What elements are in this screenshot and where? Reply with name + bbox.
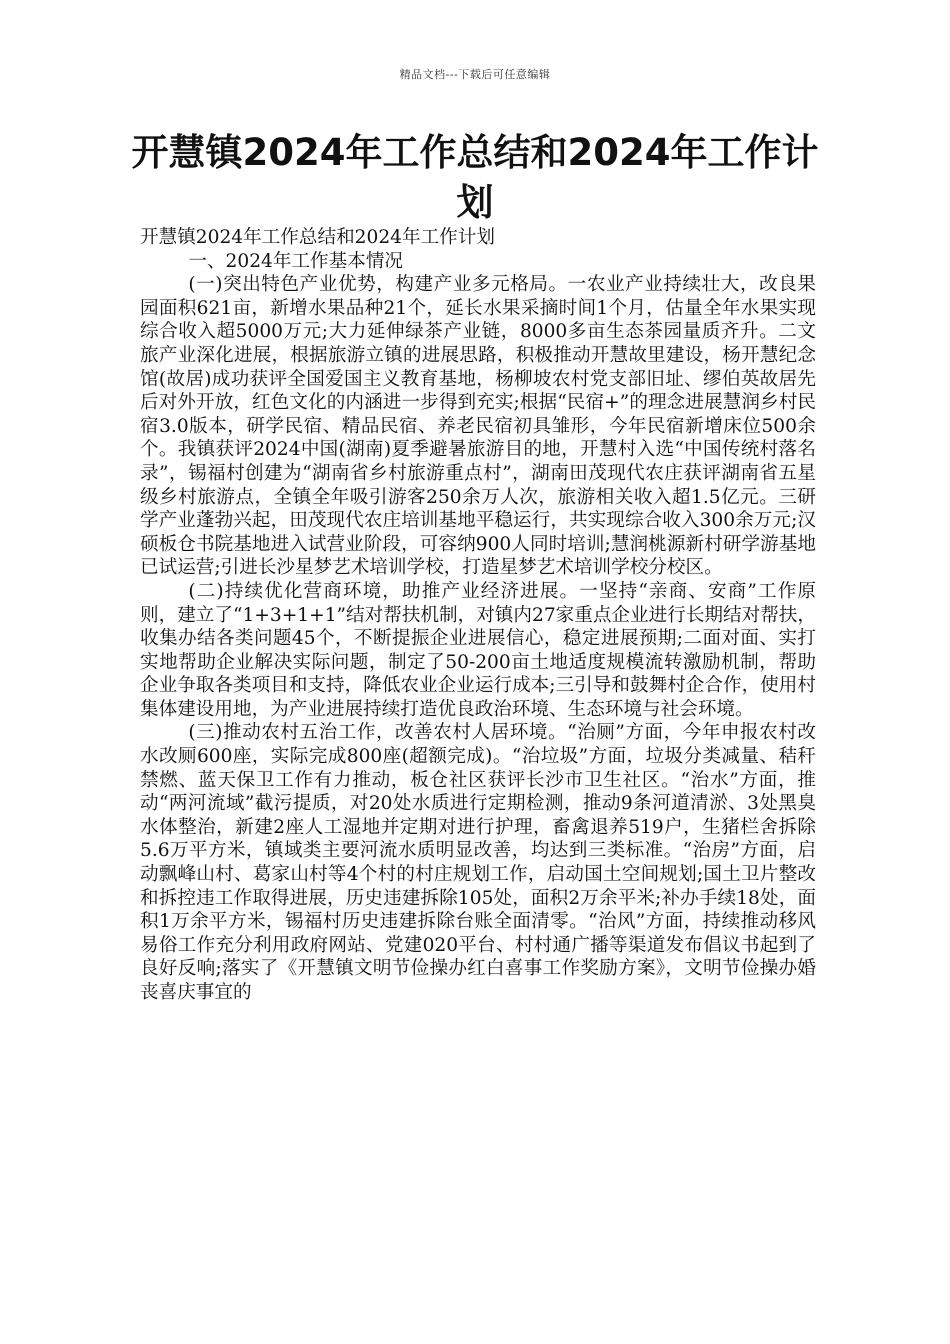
document-subtitle: 开慧镇2024年工作总结和2024年工作计划 <box>140 227 495 248</box>
document-body <box>140 226 816 1005</box>
body-paragraph: (一)突出特色产业优势，构建产业多元格局。一农业产业持续壮大，改良果园面积621亩，新增水果品种21个，延长水果采摘时间1个月，估量全年水果实现综合收入超5000万元;大力延伸绿茶产业链，8000多亩生态茶园量质齐升。二文旅产业深化进展，根据旅游立镇的进展思路，积极推动开慧故里建设，杨开慧纪念馆(故居)成功获评全国爱国主义教育基地，杨柳坡农村党支部旧址、缪伯英故居先后对外开放，红色文化的内涵进一步得到充实;根据“民宿+”的理念进展慧润乡村民宿3.0版本，研学民宿、精品民宿、养老民宿初具雏形，今年民宿新增床位500余个。我镇获评2024中国(湖南)夏季避暑旅游目的地，开慧村入选“中国传统村落名录”，锡福村创建为“湖南省乡村旅游重点村”，湖南田茂现代农庄获评湖南省五星级乡村旅游点，全镇全年吸引游客250余万人次，旅游相关收入超1.5亿元。三研学产业蓬勃兴起，田茂现代农庄培训基地平稳运行，共实现综合收入300余万元;汉硕板仓书院基地进入试营业阶段，可容纳900人同时培训;慧润桃源新村研学游基地已试运营;引进长沙星梦艺术培训学校，打造星梦艺术培训学校分校区。 <box>140 274 816 579</box>
section-heading: 一、2024年工作基本情况 <box>188 250 404 272</box>
document-title: 开慧镇2024年工作总结和2024年工作计划 <box>131 131 819 224</box>
body-paragraph: (二)持续优化营商环境，助推产业经济进展。一坚持“亲商、安商”工作原则，建立了“1+3+1+1”结对帮扶机制，对镇内27家重点企业进行长期结对帮扶，收集办结各类问题45个，不断提振企业进展信心，稳定进展预期;二面对面、实打实地帮助企业解决实际问题，制定了50-200亩土地适度规模流转激励机制，帮助企业争取各类项目和支持，降低农业企业运行成本;三引导和鼓舞村企合作，使用村集体建设用地，为产业进展持续打造优良政治环境、生态环境与社会环境。 <box>140 580 816 720</box>
page-header-note: 精品文档---下载后可任意编辑 <box>399 68 551 81</box>
body-paragraph: (三)推动农村五治工作，改善农村人居环境。“治厕”方面，今年申报农村改水改厕600座，实际完成800座(超额完成)。“治垃圾”方面，垃圾分类减量、秸秆禁燃、蓝天保卫工作有力推动，板仓社区获评长沙市卫生社区。“治水”方面，推动“两河流域”截污提质，对20处水质进行定期检测，推动9条河道清淤、3处黑臭水体整治，新建2座人工湿地并定期对进行护理，畜禽退养519户，生猪栏舍拆除5.6万平方米，镇域类主要河流水质明显改善，均达到三类标准。“治房”方面，启动飘峰山村、葛家山村等4个村的村庄规划工作，启动国土空间规划;国土卫片整改和拆控违工作取得进展，历史违建拆除105处，面积2万余平米;补办手续18处，面积1万余平方米，锡福村历史违建拆除台账全面清零。“治风”方面，持续推动移风易俗工作充分利用政府网站、党建020平台、村村通广播等渠道发布倡议书起到了良好反响;落实了《开慧镇文明节俭操办红白喜事工作奖励方案》，文明节俭操办婚丧喜庆事宜的 <box>140 722 816 1003</box>
